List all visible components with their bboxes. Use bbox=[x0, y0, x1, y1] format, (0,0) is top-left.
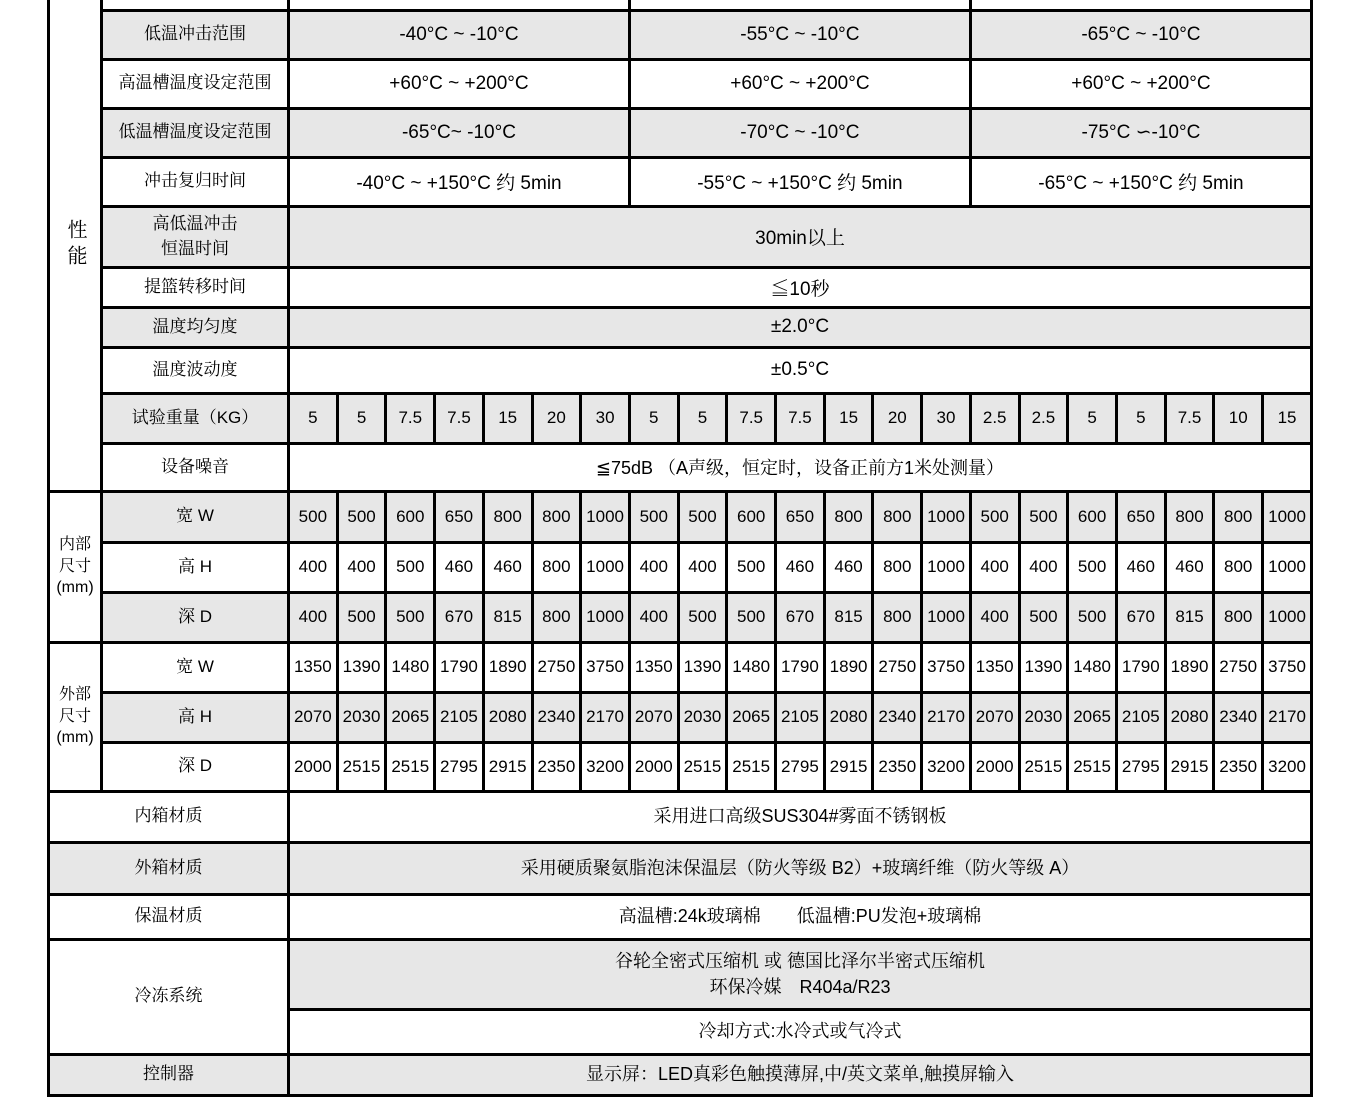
spec-value: -40°C ~ +150°C 约 5min bbox=[289, 157, 630, 206]
spec-value: -65°C ~ -10°C bbox=[970, 10, 1311, 59]
grid-value-cell: 670 bbox=[435, 592, 484, 642]
grid-value-cell: 670 bbox=[1116, 592, 1165, 642]
outer-dim-group-label: 外部尺寸(mm) bbox=[49, 642, 102, 791]
grid-value-cell: 500 bbox=[1068, 542, 1117, 592]
spec-row-hot-chamber-range bbox=[49, 59, 1312, 108]
grid-value-cell: 1000 bbox=[1263, 491, 1312, 542]
grid-value-cell: 5 bbox=[337, 393, 386, 443]
grid-value-cell: 2170 bbox=[1263, 692, 1312, 742]
spec-row-temp-uniformity bbox=[49, 307, 1312, 347]
grid-value-cell: 2795 bbox=[435, 742, 484, 791]
grid-value-cell: 2350 bbox=[532, 742, 581, 791]
grid-value-cell: 400 bbox=[970, 592, 1019, 642]
grid-value-cell: 815 bbox=[824, 592, 873, 642]
grid-value-cell: 2105 bbox=[776, 692, 825, 742]
grid-value-cell: 3750 bbox=[922, 642, 971, 692]
spec-row-noise bbox=[49, 443, 1312, 491]
spec-row-insulation-material bbox=[49, 894, 1312, 939]
grid-value-cell: 7.5 bbox=[435, 393, 484, 443]
grid-value-cell: 600 bbox=[727, 491, 776, 542]
grid-value-cell: 2070 bbox=[970, 692, 1019, 742]
row-label: 低温槽温度设定范围 bbox=[102, 108, 289, 157]
grid-value-cell: 2000 bbox=[970, 742, 1019, 791]
row-label: 温度均匀度 bbox=[102, 307, 289, 347]
spec-value: 采用进口高级SUS304#雾面不锈钢板 bbox=[289, 791, 1312, 842]
grid-value-cell: 2340 bbox=[532, 692, 581, 742]
spec-row-refrigeration-system bbox=[49, 939, 1312, 1009]
grid-value-cell: 800 bbox=[873, 491, 922, 542]
grid-value-cell: 800 bbox=[873, 542, 922, 592]
grid-value-cell: 400 bbox=[629, 542, 678, 592]
grid-value-cell: 7.5 bbox=[727, 393, 776, 443]
grid-value-cell: 1000 bbox=[922, 542, 971, 592]
spec-row-temp-fluctuation bbox=[49, 347, 1312, 393]
row-label: 控制器 bbox=[49, 1054, 289, 1095]
grid-value-cell: 400 bbox=[970, 542, 1019, 592]
grid-value-cell: 30 bbox=[581, 393, 630, 443]
grid-value-cell: 10 bbox=[1214, 393, 1263, 443]
grid-value-cell: 460 bbox=[483, 542, 532, 592]
grid-value-cell: 1790 bbox=[435, 642, 484, 692]
grid-value-cell: 5 bbox=[1116, 393, 1165, 443]
grid-value-cell: 500 bbox=[678, 592, 727, 642]
spec-row-controller bbox=[49, 1054, 1312, 1095]
grid-value-cell: 500 bbox=[386, 542, 435, 592]
grid-value-cell: 2750 bbox=[1214, 642, 1263, 692]
row-label: 试验重量（KG） bbox=[102, 393, 289, 443]
grid-value-cell: 5 bbox=[289, 393, 338, 443]
grid-value-cell: 800 bbox=[532, 592, 581, 642]
grid-value-cell: 7.5 bbox=[776, 393, 825, 443]
grid-value-cell: 2.5 bbox=[970, 393, 1019, 443]
grid-value-cell: 2515 bbox=[678, 742, 727, 791]
grid-value-cell: 800 bbox=[532, 542, 581, 592]
grid-value-cell: 2030 bbox=[1019, 692, 1068, 742]
grid-value-cell: 500 bbox=[289, 491, 338, 542]
grid-value-cell: 2080 bbox=[483, 692, 532, 742]
grid-value-cell: 2000 bbox=[289, 742, 338, 791]
grid-value-cell: 1390 bbox=[337, 642, 386, 692]
outer-dim-width-row bbox=[49, 642, 1312, 692]
row-label: 内箱材质 bbox=[49, 791, 289, 842]
spec-value: 冷却方式:水冷式或气冷式 bbox=[289, 1009, 1312, 1054]
spec-row-outer-material bbox=[49, 842, 1312, 894]
row-label: 温度波动度 bbox=[102, 347, 289, 393]
grid-value-cell: 2795 bbox=[1116, 742, 1165, 791]
grid-value-cell: 1480 bbox=[1068, 642, 1117, 692]
grid-value-cell: 800 bbox=[1214, 491, 1263, 542]
spec-row-test-load bbox=[49, 393, 1312, 443]
spec-value: 显示屏：LED真彩色触摸薄屏,中/英文菜单,触摸屏输入 bbox=[289, 1054, 1312, 1095]
grid-value-cell: 600 bbox=[386, 491, 435, 542]
grid-value-cell: 2030 bbox=[678, 692, 727, 742]
spec-value: +60°C ~ +200°C bbox=[970, 59, 1311, 108]
grid-value-cell: 2750 bbox=[532, 642, 581, 692]
grid-value-cell: 1390 bbox=[678, 642, 727, 692]
grid-value-cell: 1350 bbox=[629, 642, 678, 692]
spec-value: +60°C ~ +200°C bbox=[289, 59, 630, 108]
grid-value-cell: 5 bbox=[678, 393, 727, 443]
grid-value-cell: 5 bbox=[629, 393, 678, 443]
grid-value-cell: 500 bbox=[1068, 592, 1117, 642]
grid-value-cell: 2515 bbox=[727, 742, 776, 791]
row-label: 深 D bbox=[102, 742, 289, 791]
grid-value-cell: 1000 bbox=[1263, 592, 1312, 642]
inner-dim-depth-row bbox=[49, 592, 1312, 642]
row-label: 冷冻系统 bbox=[49, 939, 289, 1054]
grid-value-cell: 1480 bbox=[386, 642, 435, 692]
grid-value-cell: 2065 bbox=[727, 692, 776, 742]
grid-value-cell: 1000 bbox=[922, 592, 971, 642]
grid-value-cell: 1000 bbox=[1263, 542, 1312, 592]
grid-value-cell: 400 bbox=[337, 542, 386, 592]
grid-value-cell: 815 bbox=[483, 592, 532, 642]
grid-value-cell: 2030 bbox=[337, 692, 386, 742]
grid-value-cell: 800 bbox=[1214, 542, 1263, 592]
grid-value-cell: 2170 bbox=[922, 692, 971, 742]
grid-value-cell: 400 bbox=[289, 542, 338, 592]
grid-value-cell: 2080 bbox=[824, 692, 873, 742]
grid-value-cell: 1790 bbox=[776, 642, 825, 692]
grid-value-cell: 1890 bbox=[1165, 642, 1214, 692]
cutoff-cell bbox=[289, 0, 630, 10]
grid-value-cell: 500 bbox=[337, 592, 386, 642]
cutoff-cell bbox=[970, 0, 1311, 10]
grid-value-cell: 2070 bbox=[629, 692, 678, 742]
grid-value-cell: 15 bbox=[824, 393, 873, 443]
grid-value-cell: 2915 bbox=[1165, 742, 1214, 791]
grid-value-cell: 2105 bbox=[1116, 692, 1165, 742]
grid-value-cell: 2340 bbox=[1214, 692, 1263, 742]
row-label: 外箱材质 bbox=[49, 842, 289, 894]
spec-value: -55°C ~ +150°C 约 5min bbox=[629, 157, 970, 206]
outer-dim-height-row bbox=[49, 692, 1312, 742]
grid-value-cell: 2065 bbox=[1068, 692, 1117, 742]
perf-group-label: 性能 bbox=[64, 218, 86, 271]
spec-value: 30min以上 bbox=[289, 206, 1312, 267]
grid-value-cell: 500 bbox=[1019, 592, 1068, 642]
grid-value-cell: 2080 bbox=[1165, 692, 1214, 742]
row-label: 高 H bbox=[102, 542, 289, 592]
grid-value-cell: 1000 bbox=[922, 491, 971, 542]
spec-value: -40°C ~ -10°C bbox=[289, 10, 630, 59]
grid-value-cell: 400 bbox=[1019, 542, 1068, 592]
grid-value-cell: 460 bbox=[1116, 542, 1165, 592]
grid-value-cell: 500 bbox=[337, 491, 386, 542]
grid-value-cell: 1000 bbox=[581, 592, 630, 642]
grid-value-cell: 800 bbox=[483, 491, 532, 542]
grid-value-cell: 460 bbox=[435, 542, 484, 592]
grid-value-cell: 5 bbox=[1068, 393, 1117, 443]
grid-value-cell: 2105 bbox=[435, 692, 484, 742]
grid-value-cell: 650 bbox=[1116, 491, 1165, 542]
grid-value-cell: 500 bbox=[727, 592, 776, 642]
grid-value-cell: 1000 bbox=[581, 491, 630, 542]
row-label: 冲击复归时间 bbox=[102, 157, 289, 206]
grid-value-cell: 460 bbox=[824, 542, 873, 592]
row-label: 高 H bbox=[102, 692, 289, 742]
grid-value-cell: 7.5 bbox=[386, 393, 435, 443]
row-label: 设备噪音 bbox=[102, 443, 289, 491]
grid-value-cell: 3750 bbox=[581, 642, 630, 692]
grid-value-cell: 500 bbox=[727, 542, 776, 592]
spec-value: -75°C ∽-10°C bbox=[970, 108, 1311, 157]
grid-value-cell: 2515 bbox=[337, 742, 386, 791]
grid-value-cell: 15 bbox=[1263, 393, 1312, 443]
outer-dim-depth-row bbox=[49, 742, 1312, 791]
row-label: 高低温冲击 恒温时间 bbox=[102, 206, 289, 267]
grid-value-cell: 20 bbox=[532, 393, 581, 443]
spec-value: ±2.0°C bbox=[289, 307, 1312, 347]
spec-value: 采用硬质聚氨脂泡沫保温层（防火等级 B2）+玻璃纤维（防火等级 A） bbox=[289, 842, 1312, 894]
row-label: 低温冲击范围 bbox=[102, 10, 289, 59]
grid-value-cell: 460 bbox=[776, 542, 825, 592]
grid-value-cell: 2750 bbox=[873, 642, 922, 692]
grid-value-cell: 1350 bbox=[289, 642, 338, 692]
grid-value-cell: 460 bbox=[1165, 542, 1214, 592]
grid-value-cell: 800 bbox=[1214, 592, 1263, 642]
grid-value-cell: 3200 bbox=[581, 742, 630, 791]
grid-value-cell: 800 bbox=[873, 592, 922, 642]
grid-value-cell: 1890 bbox=[824, 642, 873, 692]
grid-value-cell: 2515 bbox=[386, 742, 435, 791]
row-label: 保温材质 bbox=[49, 894, 289, 939]
spec-row-shock-recovery-time bbox=[49, 157, 1312, 206]
grid-value-cell: 800 bbox=[532, 491, 581, 542]
row-label: 深 D bbox=[102, 592, 289, 642]
grid-value-cell: 3200 bbox=[922, 742, 971, 791]
spec-value: 谷轮全密式压缩机 或 德国比泽尔半密式压缩机 环保冷媒 R404a/R23 bbox=[289, 939, 1312, 1009]
cutoff-cell bbox=[102, 0, 289, 10]
grid-value-cell: 500 bbox=[1019, 491, 1068, 542]
grid-value-cell: 2.5 bbox=[1019, 393, 1068, 443]
grid-value-cell: 1480 bbox=[727, 642, 776, 692]
grid-value-cell: 600 bbox=[1068, 491, 1117, 542]
spec-value: -65°C ~ +150°C 约 5min bbox=[970, 157, 1311, 206]
partial-top-row bbox=[49, 0, 1312, 10]
spec-row-basket-transfer-time bbox=[49, 267, 1312, 307]
grid-value-cell: 500 bbox=[970, 491, 1019, 542]
grid-value-cell: 2170 bbox=[581, 692, 630, 742]
spec-row-dwell-time bbox=[49, 206, 1312, 267]
grid-value-cell: 15 bbox=[483, 393, 532, 443]
grid-value-cell: 2350 bbox=[1214, 742, 1263, 791]
perf-group-cell bbox=[49, 0, 102, 491]
grid-value-cell: 500 bbox=[678, 491, 727, 542]
grid-value-cell: 2065 bbox=[386, 692, 435, 742]
spec-value: ≦10秒 bbox=[289, 267, 1312, 307]
spec-value: -70°C ~ -10°C bbox=[629, 108, 970, 157]
spec-value: -65°C~ -10°C bbox=[289, 108, 630, 157]
spec-table bbox=[47, 0, 1313, 1097]
grid-value-cell: 1000 bbox=[581, 542, 630, 592]
grid-value-cell: 815 bbox=[1165, 592, 1214, 642]
grid-value-cell: 800 bbox=[1165, 491, 1214, 542]
inner-dim-height-row bbox=[49, 542, 1312, 592]
grid-value-cell: 2915 bbox=[824, 742, 873, 791]
grid-value-cell: 1890 bbox=[483, 642, 532, 692]
grid-value-cell: 2000 bbox=[629, 742, 678, 791]
row-label: 高温槽温度设定范围 bbox=[102, 59, 289, 108]
grid-value-cell: 2795 bbox=[776, 742, 825, 791]
spec-row-inner-material bbox=[49, 791, 1312, 842]
grid-value-cell: 400 bbox=[629, 592, 678, 642]
grid-value-cell: 650 bbox=[776, 491, 825, 542]
grid-value-cell: 1390 bbox=[1019, 642, 1068, 692]
grid-value-cell: 7.5 bbox=[1165, 393, 1214, 443]
grid-value-cell: 400 bbox=[289, 592, 338, 642]
spec-value: ±0.5°C bbox=[289, 347, 1312, 393]
grid-value-cell: 2350 bbox=[873, 742, 922, 791]
grid-value-cell: 2340 bbox=[873, 692, 922, 742]
grid-value-cell: 3200 bbox=[1263, 742, 1312, 791]
grid-value-cell: 800 bbox=[824, 491, 873, 542]
cutoff-cell bbox=[629, 0, 970, 10]
grid-value-cell: 2070 bbox=[289, 692, 338, 742]
grid-value-cell: 670 bbox=[776, 592, 825, 642]
spec-value: +60°C ~ +200°C bbox=[629, 59, 970, 108]
grid-value-cell: 2515 bbox=[1019, 742, 1068, 791]
spec-value: 高温槽:24k玻璃棉 低温槽:PU发泡+玻璃棉 bbox=[289, 894, 1312, 939]
row-label: 提篮转移时间 bbox=[102, 267, 289, 307]
inner-dim-width-row bbox=[49, 491, 1312, 542]
grid-value-cell: 2515 bbox=[1068, 742, 1117, 791]
grid-value-cell: 2915 bbox=[483, 742, 532, 791]
grid-value-cell: 650 bbox=[435, 491, 484, 542]
spec-row-low-temp-shock-range bbox=[49, 10, 1312, 59]
grid-value-cell: 1350 bbox=[970, 642, 1019, 692]
spec-row-cold-chamber-range bbox=[49, 108, 1312, 157]
row-label: 宽 W bbox=[102, 642, 289, 692]
grid-value-cell: 500 bbox=[386, 592, 435, 642]
grid-value-cell: 1790 bbox=[1116, 642, 1165, 692]
grid-value-cell: 30 bbox=[922, 393, 971, 443]
grid-value-cell: 3750 bbox=[1263, 642, 1312, 692]
grid-value-cell: 500 bbox=[629, 491, 678, 542]
spec-value: -55°C ~ -10°C bbox=[629, 10, 970, 59]
spec-value: ≦75dB （A声级，恒定时，设备正前方1米处测量） bbox=[289, 443, 1312, 491]
inner-dim-group-label: 内部尺寸(mm) bbox=[49, 491, 102, 642]
grid-value-cell: 400 bbox=[678, 542, 727, 592]
row-label: 宽 W bbox=[102, 491, 289, 542]
grid-value-cell: 20 bbox=[873, 393, 922, 443]
